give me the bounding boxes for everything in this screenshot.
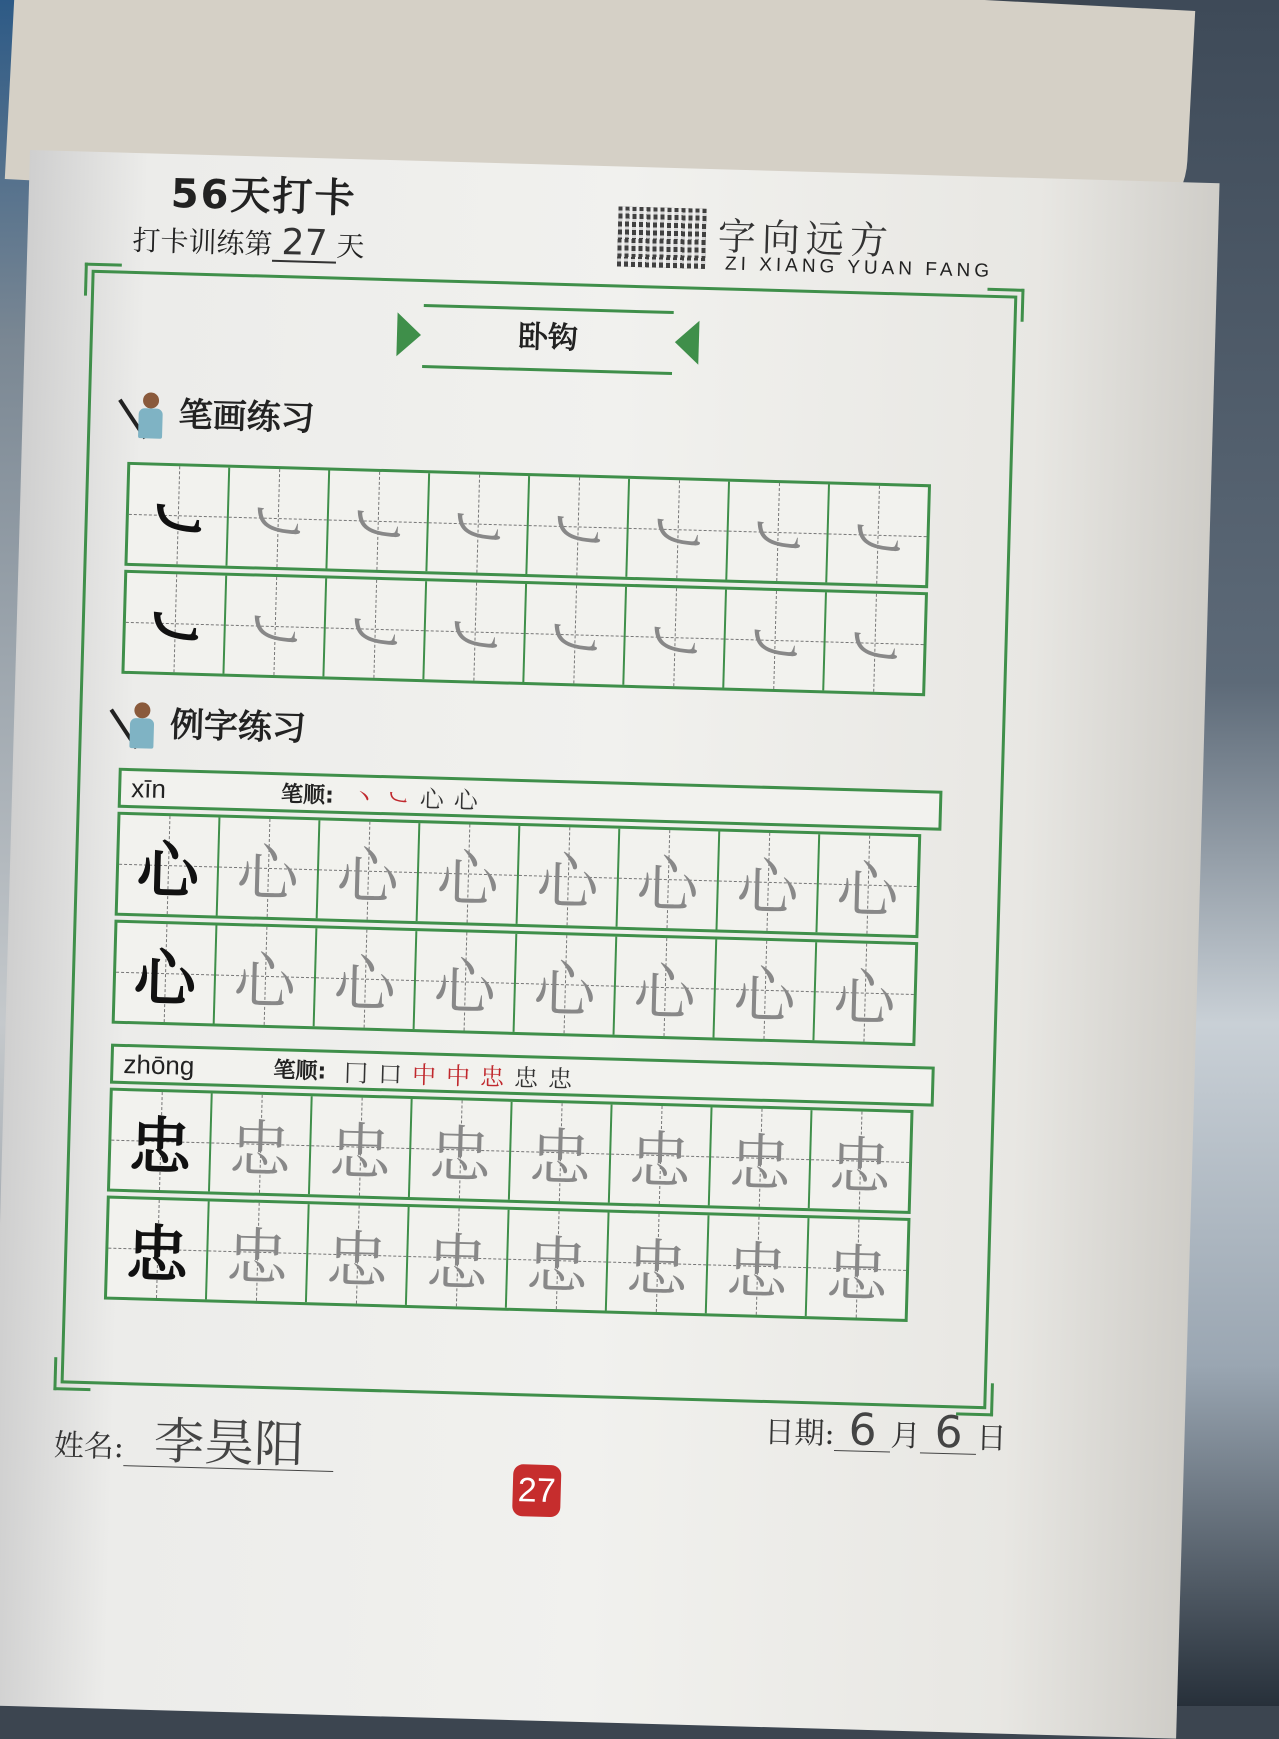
grid-cell[interactable]: 忠	[410, 1099, 513, 1200]
zhong-row-2	[104, 1196, 911, 1322]
grid-cell[interactable]: 忠	[710, 1107, 813, 1208]
grid-cell[interactable]: 忠	[207, 1201, 310, 1302]
grid-cell[interactable]: 心	[415, 931, 518, 1032]
xin-row-2	[112, 920, 919, 1046]
grid-cell[interactable]: ㇃	[524, 584, 627, 685]
grid-cell[interactable]: ㇃	[727, 482, 830, 583]
grid-cell[interactable]: 忠	[807, 1218, 908, 1319]
stroke-practice-label: 笔画练习	[178, 395, 316, 440]
grid-cell[interactable]: 心	[814, 942, 915, 1043]
pinyin: xīn	[130, 772, 167, 804]
stroke-order-label: 笔顺:	[273, 1057, 327, 1085]
example-practice-label: 例字练习	[169, 705, 307, 749]
grid-cell[interactable]: 忠	[210, 1093, 313, 1194]
grid-cell[interactable]: ㇃	[724, 590, 827, 691]
grid-cell[interactable]: ㇃	[324, 578, 427, 679]
month-label: 月	[890, 1418, 922, 1455]
xin-row-1	[115, 812, 922, 938]
challenge-title: 56天打卡	[170, 170, 358, 223]
corner-ornament	[53, 1357, 91, 1391]
grid-cell[interactable]: ㇃	[527, 476, 630, 577]
stroke-order-sequence: 丶㇃心心	[351, 782, 489, 815]
day-suffix: 天	[335, 229, 365, 264]
grid-cell[interactable]: 忠	[610, 1105, 713, 1206]
date-field	[763, 1404, 1007, 1459]
brand-name: 字向远方	[717, 214, 895, 264]
grid-cell[interactable]: 心	[714, 939, 817, 1040]
grid-cell[interactable]: ㇃	[624, 587, 727, 688]
name-label: 姓名:	[53, 1428, 125, 1466]
grid-cell-model: 心	[118, 815, 221, 916]
grid-cell[interactable]: ㇃	[627, 479, 730, 580]
grid-cell[interactable]: 忠	[507, 1210, 610, 1311]
page-number-badge: 27	[512, 1464, 561, 1517]
grid-cell-model: 心	[115, 923, 218, 1024]
grid-cell[interactable]: 忠	[810, 1110, 911, 1211]
grid-cell[interactable]: 心	[718, 832, 821, 933]
grid-cell[interactable]: 忠	[307, 1204, 410, 1305]
grid-cell[interactable]: 心	[518, 826, 621, 927]
stroke-order-label: 笔顺:	[280, 781, 335, 809]
example-practice-heading	[121, 696, 306, 757]
grid-cell[interactable]: ㇃	[327, 471, 430, 572]
grid-cell-model: ㇃	[128, 465, 231, 566]
corner-ornament	[987, 288, 1025, 322]
stroke-row-1	[124, 462, 931, 588]
grid-cell[interactable]: 心	[418, 823, 521, 924]
grid-cell[interactable]: 心	[817, 834, 918, 935]
month-value[interactable]: 6	[834, 1410, 891, 1453]
grid-cell[interactable]: ㇃	[827, 484, 928, 585]
stroke-practice-heading	[130, 386, 315, 447]
stroke-order-sequence: 冂口中中忠忠忠	[343, 1058, 583, 1094]
date-label: 日期:	[763, 1415, 836, 1452]
grid-cell[interactable]: ㇃	[427, 473, 530, 574]
grid-cell[interactable]: 忠	[607, 1213, 710, 1314]
workbook-page	[0, 150, 1220, 1739]
day-label: 日	[976, 1420, 1007, 1457]
grid-cell[interactable]: 忠	[407, 1207, 510, 1308]
day-number[interactable]: 27	[272, 226, 337, 264]
name-value[interactable]: 李昊阳	[123, 1415, 334, 1472]
grid-cell[interactable]: 心	[215, 926, 318, 1027]
grid-cell-model: 忠	[110, 1091, 213, 1192]
grid-cell[interactable]: 心	[318, 820, 421, 921]
stroke-row-2	[121, 570, 928, 696]
grid-cell[interactable]: 忠	[310, 1096, 413, 1197]
brand-romanized: ZI XIANG YUAN FANG	[724, 253, 994, 282]
grid-cell-model: ㇃	[124, 573, 227, 674]
grid-cell[interactable]: 心	[515, 934, 618, 1035]
lesson-title: 卧钩	[422, 304, 674, 375]
zhong-row-1	[107, 1088, 914, 1214]
grid-cell[interactable]: 心	[615, 937, 718, 1038]
day-value[interactable]: 6	[920, 1412, 977, 1455]
practice-frame	[61, 270, 1018, 1409]
grid-cell[interactable]: 心	[618, 829, 721, 930]
grid-cell[interactable]: 忠	[707, 1215, 810, 1316]
grid-cell[interactable]: 心	[315, 928, 418, 1029]
grid-cell[interactable]: ㇃	[224, 576, 327, 677]
scholar-icon	[130, 389, 169, 442]
corner-ornament	[84, 263, 122, 297]
day-counter	[132, 219, 365, 265]
grid-cell[interactable]: 心	[218, 818, 321, 919]
scholar-icon	[121, 699, 160, 752]
qr-code-icon[interactable]	[617, 206, 707, 268]
name-field	[53, 1411, 334, 1475]
grid-cell[interactable]: ㇃	[824, 592, 925, 693]
grid-cell-model: 忠	[107, 1199, 210, 1300]
grid-cell[interactable]: 忠	[510, 1102, 613, 1203]
grid-cell[interactable]: ㇃	[227, 468, 330, 569]
grid-cell[interactable]: ㇃	[424, 581, 527, 682]
day-prefix: 打卡训练第	[132, 223, 273, 261]
pinyin: zhōng	[123, 1048, 195, 1081]
